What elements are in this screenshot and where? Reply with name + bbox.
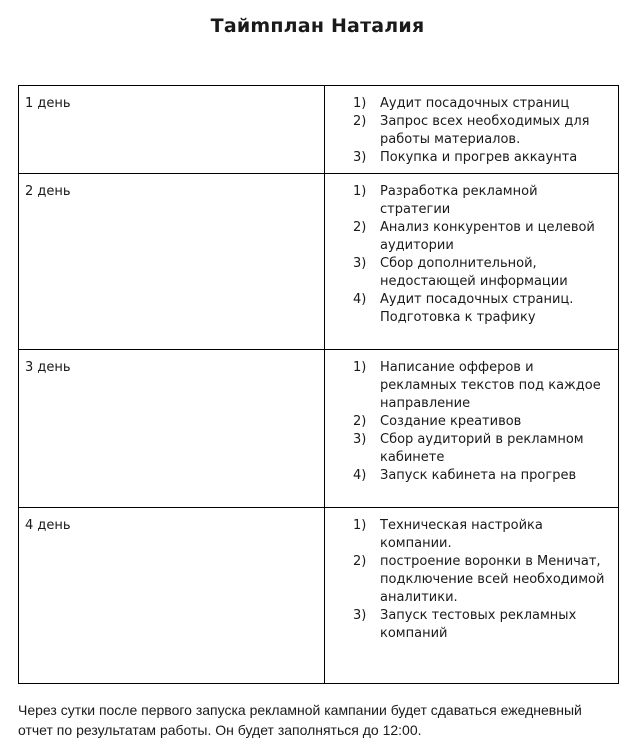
task-text: Запуск кабинета на прогрев <box>380 468 577 483</box>
task-text: Сбор дополнительной, недостающей информации <box>380 256 568 289</box>
task-text: Техническая настройка компании. <box>380 518 543 551</box>
day-label: 3 день <box>25 360 71 375</box>
task-text: Запуск тестовых рекламных компаний <box>380 608 577 641</box>
tasks-cell <box>325 174 619 350</box>
list-item <box>353 467 610 485</box>
task-text: Запрос всех необходимых для работы материалов. <box>380 114 590 147</box>
list-item <box>353 359 610 413</box>
list-number: 2) <box>353 220 367 235</box>
list-item <box>353 149 610 167</box>
tasks-cell <box>325 508 619 684</box>
list-number: 1) <box>353 360 367 375</box>
table-row <box>19 174 619 350</box>
day-cell <box>19 508 325 684</box>
task-text: Анализ конкурентов и целевой аудитории <box>380 220 595 253</box>
list-number: 3) <box>353 150 367 165</box>
list-item <box>353 113 610 149</box>
task-text: Аудит посадочных страниц. Подготовка к трафику <box>380 292 574 325</box>
day-cell <box>19 350 325 508</box>
day-label: 2 день <box>25 184 71 199</box>
tasks-cell <box>325 350 619 508</box>
list-number: 2) <box>353 554 367 569</box>
task-text: Сбор аудиторий в рекламном кабинете <box>380 432 584 465</box>
task-text: Покупка и прогрев аккаунта <box>380 150 578 165</box>
list-number: 3) <box>353 432 367 447</box>
list-number: 2) <box>353 114 367 129</box>
day-label: 4 день <box>25 518 71 533</box>
list-number: 4) <box>353 468 367 483</box>
tasks-cell <box>325 86 619 174</box>
list-item <box>353 291 610 327</box>
list-number: 2) <box>353 414 367 429</box>
list-item <box>353 255 610 291</box>
list-item <box>353 431 610 467</box>
list-item <box>353 219 610 255</box>
list-item <box>353 553 610 607</box>
task-text: Создание креативов <box>380 414 522 429</box>
list-number: 1) <box>353 184 367 199</box>
day-cell <box>19 86 325 174</box>
list-item <box>353 607 610 643</box>
task-text: Аудит посадочных страниц <box>380 96 570 111</box>
list-number: 1) <box>353 96 367 111</box>
day-label: 1 день <box>25 96 71 111</box>
table-row <box>19 350 619 508</box>
timeplan-table <box>18 85 619 684</box>
list-item <box>353 413 610 431</box>
list-item <box>353 517 610 553</box>
task-list <box>353 359 610 485</box>
list-number: 4) <box>353 292 367 307</box>
table-row <box>19 508 619 684</box>
list-number: 1) <box>353 518 367 533</box>
task-text: Написание офферов и рекламных текстов под каждое направление <box>380 360 601 411</box>
footer-note: Через сутки после первого запуска рекламной кампании будет сдаваться ежедневный отчет по результатам работы. Он будет заполняться до 12:00. <box>18 702 582 738</box>
list-item <box>353 183 610 219</box>
task-list <box>353 517 610 643</box>
task-text: построение воронки в Меничат, подключение всей необходимой аналитики. <box>380 554 605 605</box>
task-list <box>353 95 610 167</box>
list-number: 3) <box>353 608 367 623</box>
day-cell <box>19 174 325 350</box>
task-list <box>353 183 610 327</box>
task-text: Разработка рекламной стратегии <box>380 184 538 217</box>
list-number: 3) <box>353 256 367 271</box>
list-item <box>353 95 610 113</box>
document-title: Тайmплан Наталия <box>210 15 425 37</box>
table-row <box>19 86 619 174</box>
